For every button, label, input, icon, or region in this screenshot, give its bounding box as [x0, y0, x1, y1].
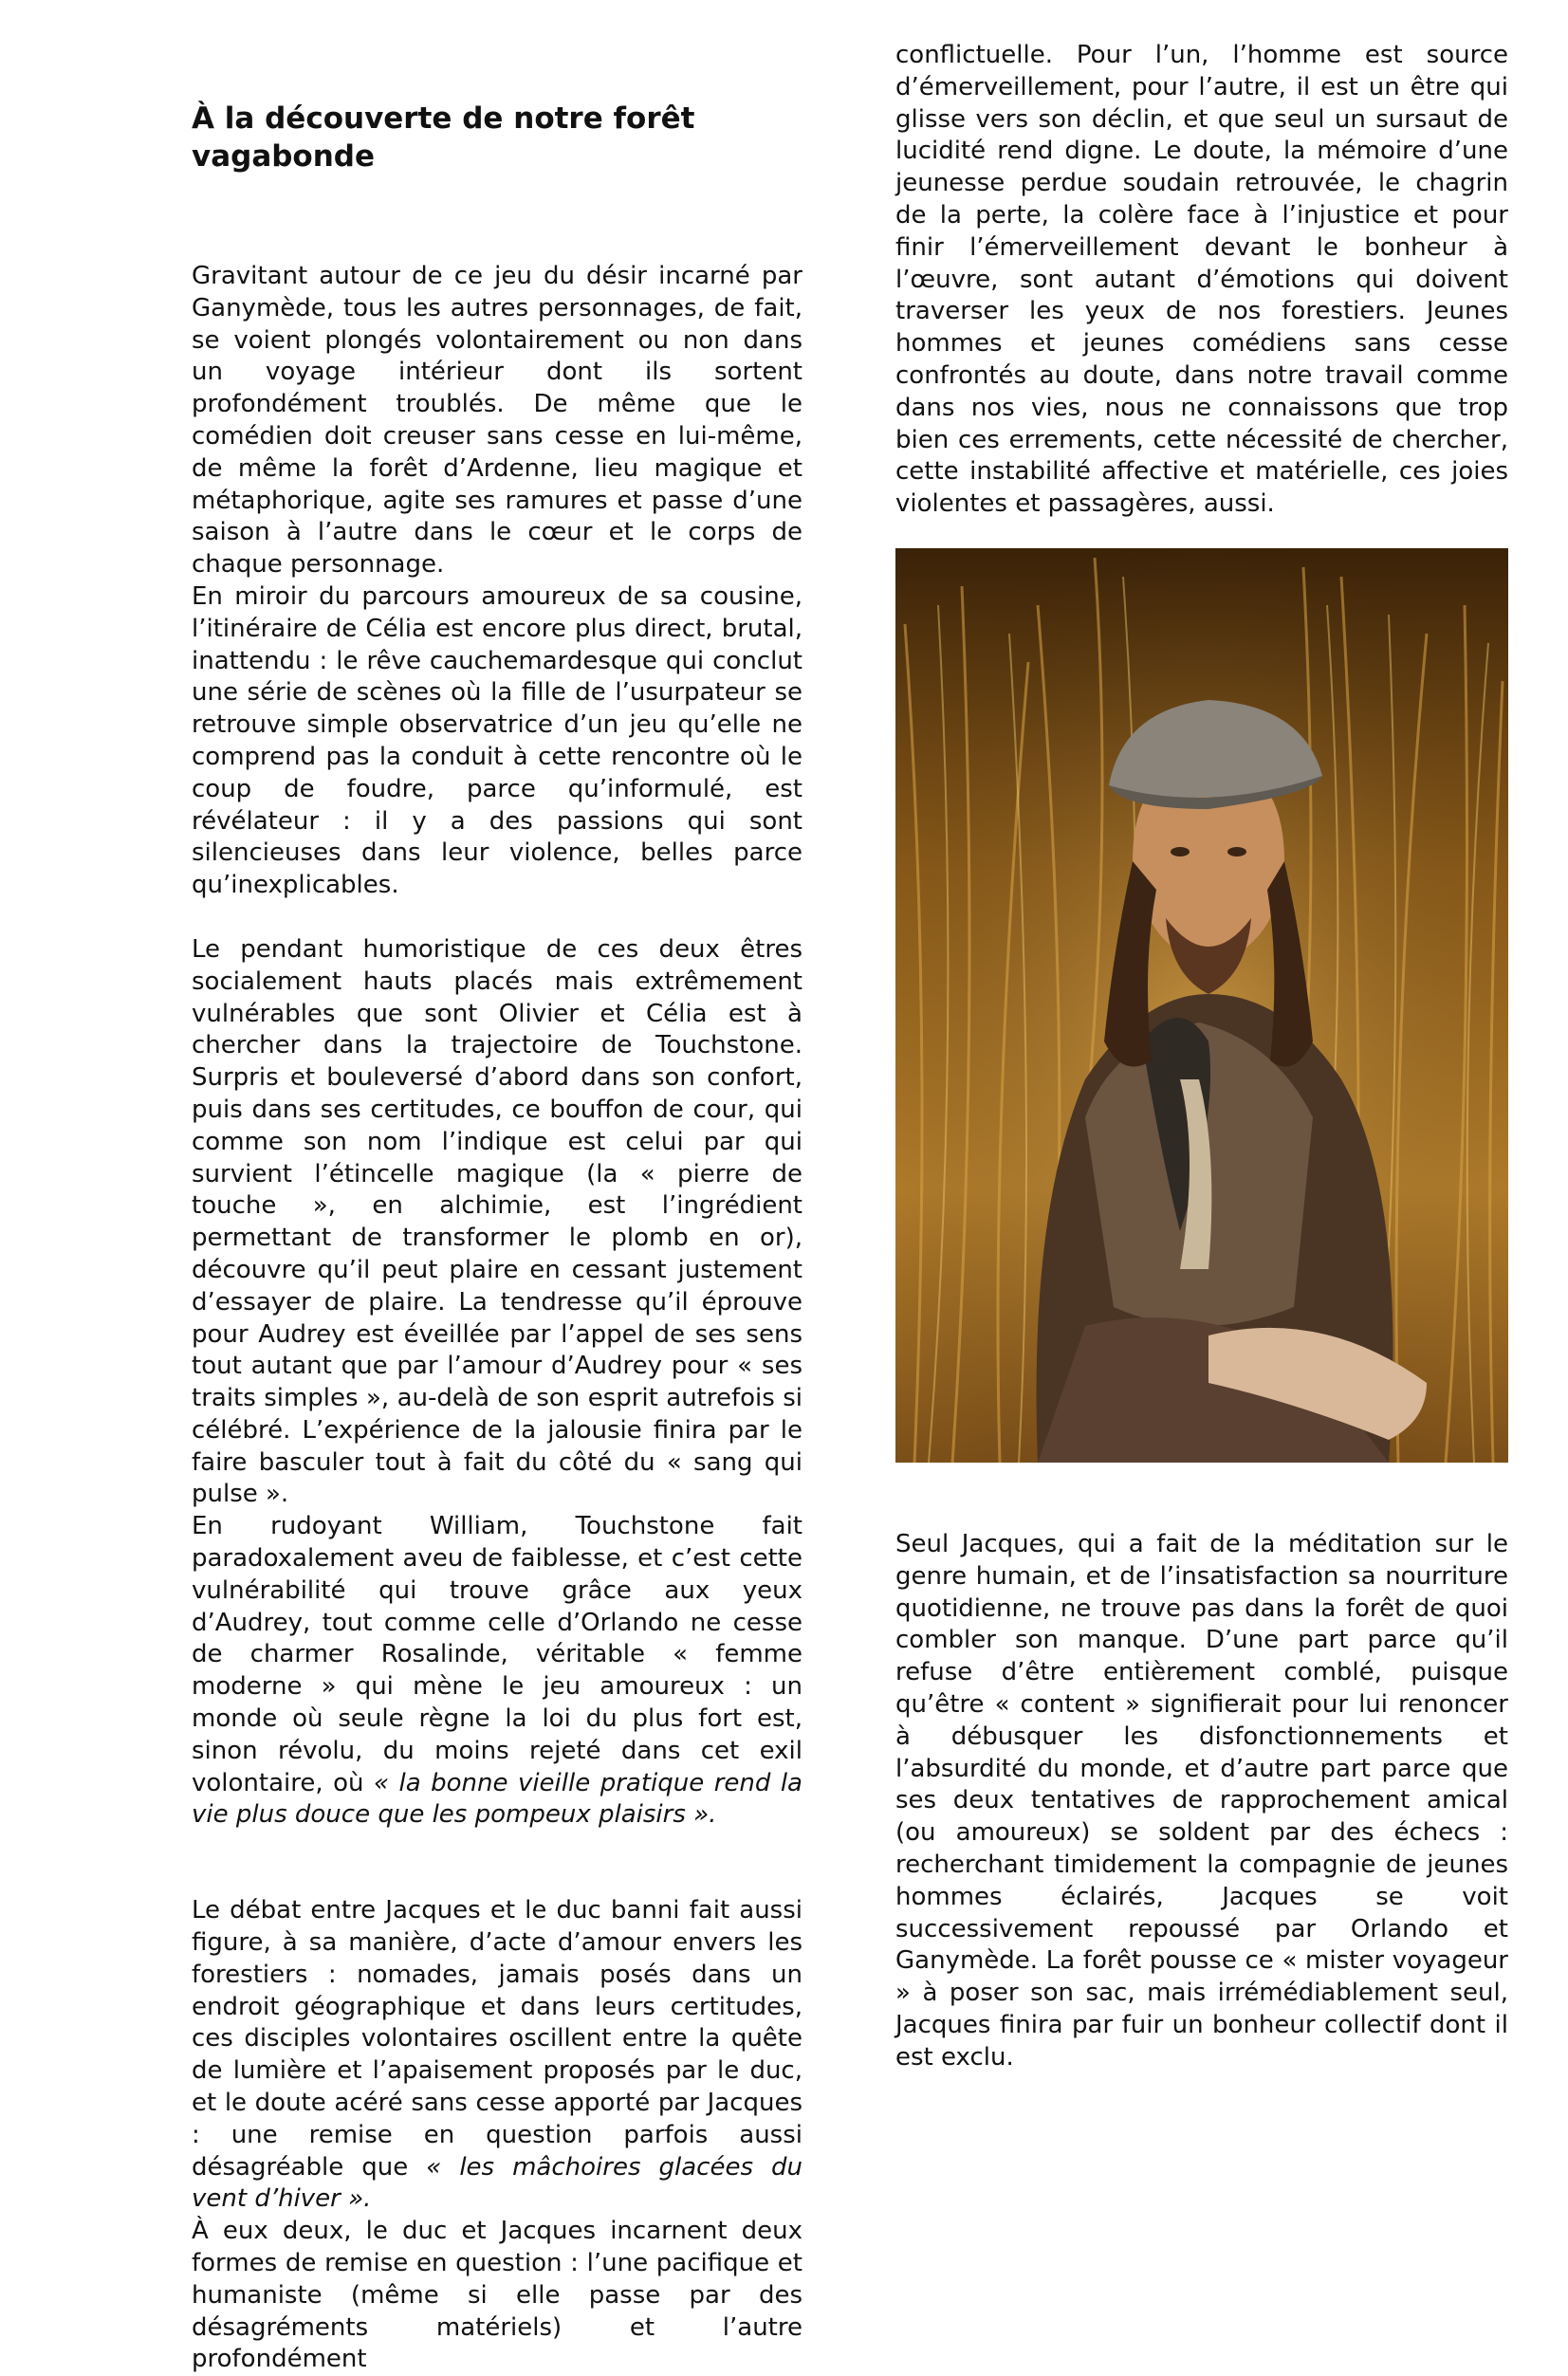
- actor-photo: [895, 548, 1508, 1463]
- paragraph-5-text: Le débat entre Jacques et le duc banni fait aussi figure, à sa manière, d’acte d’amour envers les forestiers : nomades, jamais posés dans un endroit géographique et dans leurs certitudes, ces disciples volontaires oscillent entre la quête de lumière et l’apaisement proposés par le duc, et le doute acéré sans cesse apporté par Jacques : une remise en question parfois aussi désagréable que: [192, 1896, 802, 2182]
- paragraph-5-quote: « les mâchoires glacées du vent d’hiver ».: [192, 2152, 802, 2214]
- paragraph-8: Seul Jacques, qui a fait de la méditation sur le genre humain, et de l’insatisfaction sa nourriture quotidienne, ne trouve pas dans la forêt de quoi combler son manque. D’une part parce qu’il refuse d’être entièrement comblé, puisque qu’être « content » signifierait pour lui renoncer à débusquer les disfonctionnements et l’absurdité du monde, et d’autre part parce que ses deux tentatives de rapprochement amical (ou amoureux) se soldent par des échecs : recherchant timidement la compagnie de jeunes hommes éclairés, Jacques se voit successivement repoussé par Orlando et Ganymède. La forêt pousse ce « mister voyageur » à poser son sac, mais irrémédiablement seul, Jacques finira par fuir un bonheur collectif dont il est exclu.: [895, 1530, 1508, 2072]
- paragraph-5: [192, 1895, 802, 2216]
- paragraph-4-text: En rudoyant William, Touchstone fait paradoxalement aveu de faiblesse, et c’est cette vulnérabilité qui trouve grâce aux yeux d’Audrey, tout comme celle d’Orlando ne cesse de charmer Rosalinde, véritable « femme moderne » qui mène le jeu amoureux : un monde où seule règne la loi du plus fort est, sinon révolu, du moins rejeté dans cet exil volontaire, où: [192, 1512, 802, 1797]
- paragraph-7: conflictuelle. Pour l’un, l’homme est source d’émerveillement, pour l’autre, il est un être qui glisse vers son déclin, et que seul un sursaut de lucidité rend digne. Le doute, la mémoire d’une jeunesse perdue soudain retrouvée, le chagrin de la perte, la colère face à l’injustice et pour finir l’émerveillement devant le bonheur à l’œuvre, sont autant d’émotions qui doivent traverser les yeux de nos forestiers. Jeunes hommes et jeunes comédiens sans cesse confrontés au doute, dans notre travail comme dans nos vies, nous ne connaissons que trop bien ces errements, cette nécessité de chercher, cette instabilité affective et matérielle, ces joies violentes et passagères, aussi.: [895, 41, 1508, 519]
- right-column-top: [895, 40, 1508, 521]
- right-column-bottom: [895, 1529, 1508, 2074]
- paragraph-3: Le pendant humoristique de ces deux êtres socialement hauts placés mais extrêmement vulnérables que sont Olivier et Célia est à chercher dans la trajectoire de Touchstone. Surpris et bouleversé d’abord dans son confort, puis dans ses certitudes, ce bouffon de cour, qui comme son nom l’indique est celui par qui survient l’étincelle magique (la « pierre de touche », en alchimie, est l’ingrédient permettant de transformer le plomb en or), découvre qu’il peut plaire en cessant justement d’essayer de plaire. La tendresse qu’il éprouve pour Audrey est éveillée par l’appel de ses sens tout autant que par l’amour d’Audrey pour « ses traits simples », au-delà de son esprit autrefois si célébré. L’expérience de la jalousie finira par le faire basculer tout à fait du côté du « sang qui pulse ».: [192, 934, 802, 1509]
- paragraph-2: En miroir du parcours amoureux de sa cousine, l’itinéraire de Célia est encore plus direct, brutal, inattendu : le rêve cauchemardesque qui conclut une série de scènes où la fille de l’usurpateur se retrouve simple observatrice d’un jeu qu’elle ne comprend pas la conduit à cette rencontre où le coup de foudre, parce qu’informulé, est révélateur : il y a des passions qui sont silencieuses dans leur violence, belles parce qu’inexplicables.: [192, 581, 802, 900]
- article-title: À la découverte de notre forêt vagabonde: [192, 101, 695, 174]
- paragraph-6: À eux deux, le duc et Jacques incarnent deux formes de remise en question : l’une pacifique et humaniste (même si elle passe par des désagréments matériels) et l’autre profondément: [192, 2217, 802, 2374]
- left-column: [192, 100, 802, 2376]
- paragraph-4-quote: « la bonne vieille pratique rend la vie plus douce que les pompeux plaisirs ».: [192, 1768, 802, 1830]
- paragraph-4: [192, 1511, 802, 1832]
- paragraph-1: Gravitant autour de ce jeu du désir incarné par Ganymède, tous les autres personnages, de fait, se voient plongés volontairement ou non dans un voyage intérieur dont ils sortent profondément troublés. De même que le comédien doit creuser sans cesse en lui-même, de même la forêt d’Ardenne, lieu magique et métaphorique, agite ses ramures et passe d’une saison à l’autre dans le cœur et le corps de chaque personnage.: [192, 262, 802, 580]
